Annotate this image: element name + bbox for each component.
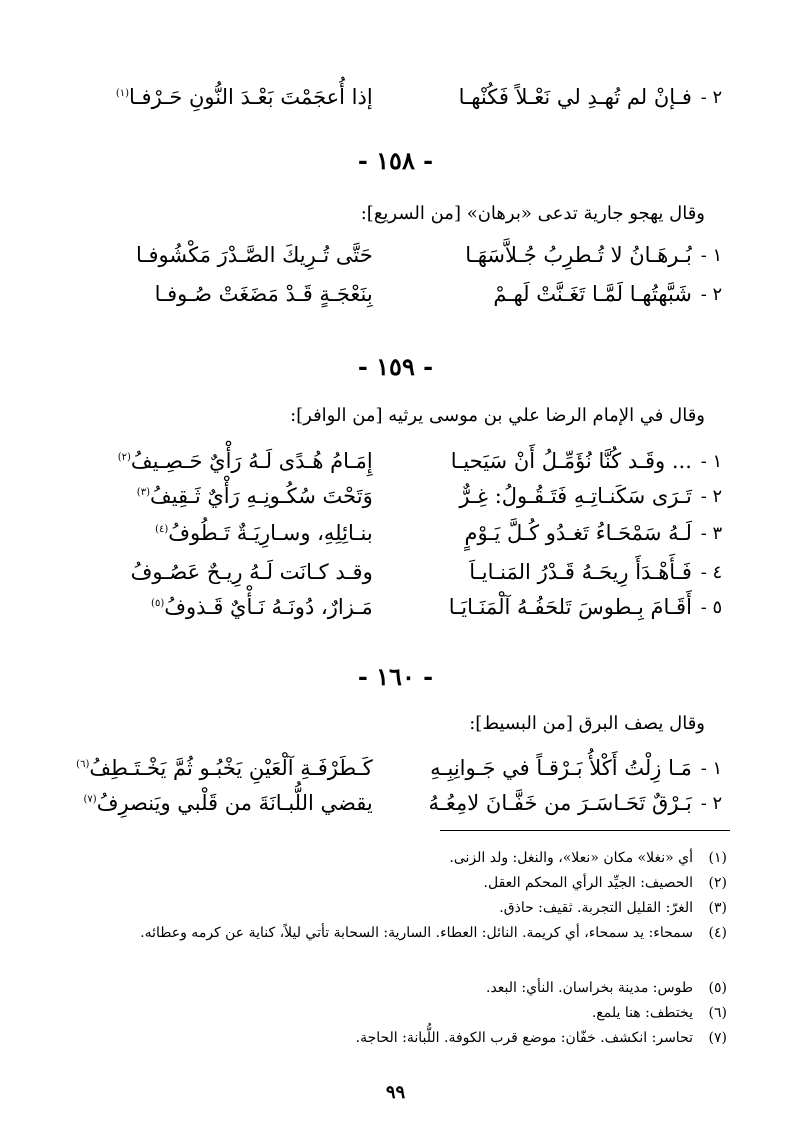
footnote-text: يختطف: هنا يلمع.	[591, 1005, 693, 1021]
verse-second-hemistich: يقضي اللُّبـانَةَ من قَلْبي ويَنصرِفُ$^{(٧)}$	[83, 791, 373, 815]
footnote-number: (٣)	[708, 900, 727, 916]
verse-second-hemistich: كَـطَرْفَـةِ آلْعَيْنِ يَخْبُـو ثُمَّ يَخْـتَـطِفُ$^{(٦)}$	[76, 756, 373, 780]
verse-first-hemistich: أَقَـامَ بِـطوسَ تَلحَفُـهُ آلْمَنَـايَـا	[448, 595, 692, 619]
footnote-number: (٦)	[708, 1005, 727, 1021]
poem-intro: وقال في الإمام الرضا علي بن موسى يرثيه [من الوافر]:	[290, 405, 705, 426]
verse-line	[60, 277, 731, 311]
verse-second-hemistich: إذا أُعجَمْتَ بَعْـدَ النُّونِ حَـرْفـا$^{(١)}$	[115, 85, 373, 109]
verse-first-hemistich: بُـرهَـانُ لا تُـطرِبُ جُـلاَّسَهَـا	[465, 243, 692, 267]
verse-second-hemistich: بِنَعْجَـةٍ قَـدْ مَضَغَتْ صُـوفـا	[154, 282, 373, 306]
footnote	[60, 1003, 727, 1023]
footnote-ref: (٢)	[117, 452, 131, 463]
verse-first-hemistich: فـإنْ لم تُهـدِ لي نَعْـلاً فَكُنْهـا	[458, 85, 692, 109]
footnote-ref: (٧)	[83, 794, 97, 805]
verse-first-hemistich: ... وقَـد كُنَّا نُؤَمِّـلُ أَنْ سَيَحيـا	[450, 449, 692, 473]
verse-number: ٣ -	[700, 522, 723, 544]
verse-line	[60, 479, 731, 513]
footnote-text: أي «نغلا» مكان «نعلا»، والنغل: ولد الزنى.	[449, 850, 693, 866]
footnote-number: (٢)	[708, 875, 727, 891]
footnote-separator	[440, 830, 730, 831]
verse-first-hemistich: لَـهُ سَمْحَـاءُ تَغـدُو كُـلَّ يَـوْمٍ	[464, 521, 692, 545]
poem-heading: - ١٥٩ -	[357, 352, 434, 381]
verse-second-hemistich: مَـزارٌ، دُونَـهُ نَـأْيٌ قَـذوفُ$^{(٥)}$	[151, 595, 373, 619]
footnote-ref: (٦)	[76, 759, 90, 770]
footnote-text: تحاسر: انكشف. خفّان: موضع قرب الكوفة. اللُّبانة: الحاجة.	[355, 1030, 693, 1046]
verse-second-hemistich: وقـد كـانَت لَـهُ رِيـحٌ عَصُـوفُ	[130, 560, 373, 584]
poem-heading: - ١٦٠ -	[357, 662, 434, 691]
poem-intro: وقال يصف البرق [من البسيط]:	[469, 713, 705, 734]
verse-second-hemistich: إِمَـامُ هُـدًى لَـهُ رَأْيٌ حَـصِـيفُ$^{(٢)}$	[117, 449, 373, 473]
poem-intro: وقال يهجو جارية تدعى «برهان» [من السريع]:	[360, 203, 705, 224]
verse-number: ٢ -	[700, 792, 723, 814]
verse-number: ٢ -	[700, 283, 723, 305]
footnote-number: (٥)	[708, 980, 727, 996]
footnote-number: (٧)	[708, 1030, 727, 1046]
page-number: ٩٩	[385, 1082, 406, 1103]
verse-number: ١ -	[700, 244, 723, 266]
verse-first-hemistich: بَـرْقٌ تَحَـاسَـرَ من خَفَّـانَ لامِعُـهُ	[428, 791, 692, 815]
verse-number: ٢ -	[700, 485, 723, 507]
footnote	[60, 898, 727, 918]
footnote-text: سمحاء: يد سمحاء، أي كريمة. النائل: العطاء. السارية: السحابة تأتي ليلاً، كناية عن كرمه وعطائه.	[140, 925, 693, 941]
verse-line	[60, 80, 731, 114]
verse-first-hemistich: مَـا زِلْتُ أَكْلأُ بَـرْقـاً في جَـوانِبِـهِ	[430, 756, 692, 780]
footnote-ref: (٣)	[136, 487, 150, 498]
footnote-ref: (١)	[115, 88, 129, 99]
footnote	[60, 848, 727, 868]
footnote	[60, 1028, 727, 1048]
footnote-text: طوس: مدينة بخراسان. النأي: البعد.	[486, 980, 693, 996]
verse-first-hemistich: فَـأَهْـدَأَ رِيحَـهُ قَـدْرُ المَنـايـاَ	[469, 560, 692, 584]
footnote	[60, 873, 727, 893]
verse-line	[60, 590, 731, 624]
verse-second-hemistich: وَتَحْتَ سُكُـونِـهِ رَأْيٌ ثَـقِيفُ$^{(٣)}$	[136, 484, 373, 508]
verse-number: ١ -	[700, 450, 723, 472]
verse-first-hemistich: تَـرَى سَكَنـاتِـهِ فَتَـقُـولُ: غِـرٌّ	[459, 484, 692, 508]
verse-number: ٥ -	[700, 596, 723, 618]
verse-number: ٤ -	[700, 561, 723, 583]
footnote-ref: (٤)	[155, 524, 169, 535]
verse-line	[60, 786, 731, 820]
footnote	[60, 923, 727, 943]
poem-heading: - ١٥٨ -	[357, 146, 434, 175]
verse-number: ٢ -	[700, 86, 723, 108]
verse-second-hemistich: بنـائِلِهِ، وسـارِيَـةٌ تَـطُوفُ$^{(٤)}$	[155, 521, 373, 545]
verse-first-hemistich: شَبَّهتُهـا لَمَّـا تَغَـنَّتْ لَهـمْ	[493, 282, 692, 306]
verse-line	[60, 751, 731, 785]
verse-line	[60, 555, 731, 589]
verse-second-hemistich: حَتَّى تُـرِيكَ الصَّـدْرَ مَكْشُوفـا	[135, 243, 373, 267]
footnote-text: الحصيف: الجيِّد الرأي المحكم العقل.	[483, 875, 693, 891]
footnote-number: (٤)	[708, 925, 727, 941]
footnote	[60, 978, 727, 998]
footnote-ref: (٥)	[151, 598, 165, 609]
verse-number: ١ -	[700, 757, 723, 779]
footnote-number: (١)	[708, 850, 727, 866]
footnote-text: الغرّ: القليل التجربة. ثقيف: حاذق.	[499, 900, 693, 916]
verse-line	[60, 516, 731, 550]
verse-line	[60, 238, 731, 272]
verse-line	[60, 444, 731, 478]
